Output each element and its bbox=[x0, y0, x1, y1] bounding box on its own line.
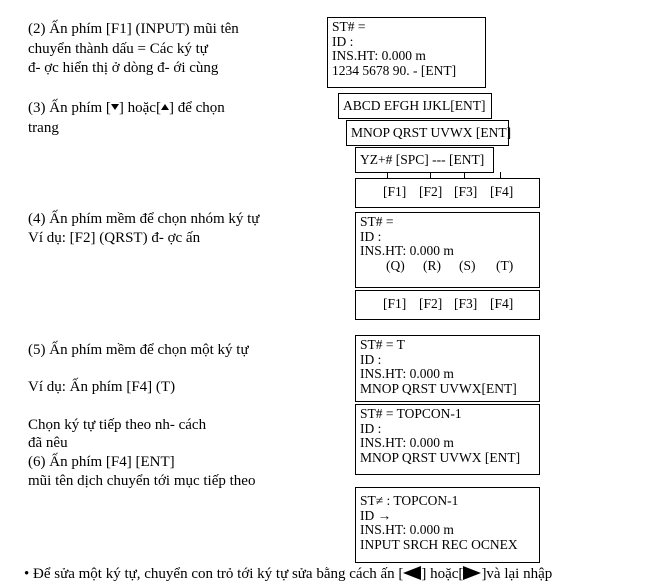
step6-line1: (6) Ấn phím [F4] [ENT] bbox=[28, 454, 175, 470]
step6-line2: mũi tên dịch chuyển tới mục tiếp theo bbox=[28, 473, 256, 489]
fkey-f1[interactable]: [F1] bbox=[383, 184, 407, 199]
step3-text-c: ] để chọn bbox=[168, 100, 225, 116]
fkey-f4[interactable]: [F4] bbox=[490, 296, 514, 311]
screen-b-st: ST# = bbox=[360, 214, 394, 229]
screen-e-id: ID → bbox=[360, 507, 392, 523]
char-page-1 bbox=[338, 93, 492, 119]
triangle-up-icon bbox=[161, 104, 169, 110]
fkey-f3[interactable]: [F3] bbox=[454, 184, 478, 199]
fkey-f2[interactable]: [F2] bbox=[419, 296, 443, 311]
step4-line2: Ví dụ: [F2] (QRST) đ- ợc ấn bbox=[28, 230, 201, 246]
step5-line2: Ví dụ: Ấn phím [F4] (T) bbox=[28, 379, 176, 395]
triangle-down-icon bbox=[111, 104, 119, 110]
triangle-right-icon bbox=[463, 566, 481, 580]
screen-c-insht: INS.HT: 0.000 m bbox=[360, 366, 454, 381]
next-char-line1: Chọn ký tự tiếp theo nh- cách bbox=[28, 417, 207, 433]
fkey-f4[interactable]: [F4] bbox=[490, 184, 514, 199]
fkey-f1[interactable]: [F1] bbox=[383, 296, 407, 311]
char-page-1-text: ABCD EFGH IJKL[ENT] bbox=[343, 98, 486, 113]
char-t: (T) bbox=[496, 257, 514, 273]
screen-group-select bbox=[355, 212, 540, 288]
triangle-left-icon bbox=[403, 566, 421, 580]
screen-d-st: ST# = TOPCON-1 bbox=[360, 406, 462, 421]
step2-line1: (2) Ấn phím [F1] (INPUT) mũi tên bbox=[28, 21, 239, 37]
screen-a-id: ID : bbox=[332, 33, 354, 49]
screen-b-insht: INS.HT: 0.000 m bbox=[360, 243, 454, 258]
footer-text-a: Để sửa một ký tự, chuyển con trỏ tới ký tự sửa bằng cách ấn [ bbox=[33, 566, 404, 582]
step3-line1 bbox=[28, 99, 225, 118]
fkey-row-1 bbox=[355, 178, 540, 208]
step4-line1: (4) Ấn phím mềm để chọn nhóm ký tự bbox=[28, 211, 260, 227]
step5-line1: (5) Ấn phím mềm để chọn một ký tự bbox=[28, 342, 249, 358]
screen-name-entered bbox=[355, 404, 540, 475]
footer-text-b: ] hoặc[ bbox=[421, 566, 464, 582]
screen-d-id: ID : bbox=[360, 420, 382, 436]
char-s: (S) bbox=[459, 257, 476, 273]
step2-line2: chuyển thành dấu = Các ký tự bbox=[28, 41, 208, 57]
step3-line2: trang bbox=[28, 120, 59, 136]
fkey-f2[interactable]: [F2] bbox=[419, 184, 443, 199]
screen-b-char-row bbox=[360, 259, 535, 275]
next-char-line2: đã nêu bbox=[28, 435, 68, 451]
char-page-3-text: YZ+# [SPC] --- [ENT] bbox=[360, 152, 485, 167]
fkey-f3[interactable]: [F3] bbox=[454, 296, 478, 311]
char-q: (Q) bbox=[386, 257, 405, 273]
char-page-2-text: MNOP QRST UVWX [ENT] bbox=[351, 125, 512, 140]
step3-text-b: ] hoặc[ bbox=[118, 100, 161, 116]
screen-e-insht: INS.HT: 0.000 m bbox=[360, 522, 454, 537]
step2-line3: đ- ợc hiển thị ở dòng đ- ới cùng bbox=[28, 60, 219, 76]
screen-a-chars: 1234 5678 90. - [ENT] bbox=[332, 62, 457, 78]
char-page-3 bbox=[355, 147, 494, 173]
screen-c-id: ID : bbox=[360, 351, 382, 367]
screen-b-id: ID : bbox=[360, 228, 382, 244]
screen-char-selected bbox=[355, 335, 540, 402]
screen-a-st: ST# = bbox=[332, 19, 366, 34]
bullet: • bbox=[24, 566, 30, 582]
fkey-row-2 bbox=[355, 290, 540, 320]
char-page-2 bbox=[346, 120, 512, 146]
screen-e-menu: INPUT SRCH REC OCNEX bbox=[360, 536, 518, 552]
screen-next-field bbox=[355, 487, 540, 563]
screen-c-st: ST# = T bbox=[360, 337, 405, 352]
footer-note bbox=[24, 565, 552, 584]
char-r: (R) bbox=[423, 257, 441, 273]
screen-a-insht: INS.HT: 0.000 m bbox=[332, 48, 426, 63]
screen-c-page: MNOP QRST UVWX[ENT] bbox=[360, 380, 517, 396]
screen-d-page: MNOP QRST UVWX [ENT] bbox=[360, 449, 521, 465]
screen-d-insht: INS.HT: 0.000 m bbox=[360, 435, 454, 450]
step3-text-a: (3) Ấn phím [ bbox=[28, 100, 111, 116]
screen-e-st: ST≠ : TOPCON-1 bbox=[360, 493, 459, 508]
footer-text-c: ]và lại nhập bbox=[481, 566, 553, 582]
screen-input-mode bbox=[327, 17, 486, 88]
